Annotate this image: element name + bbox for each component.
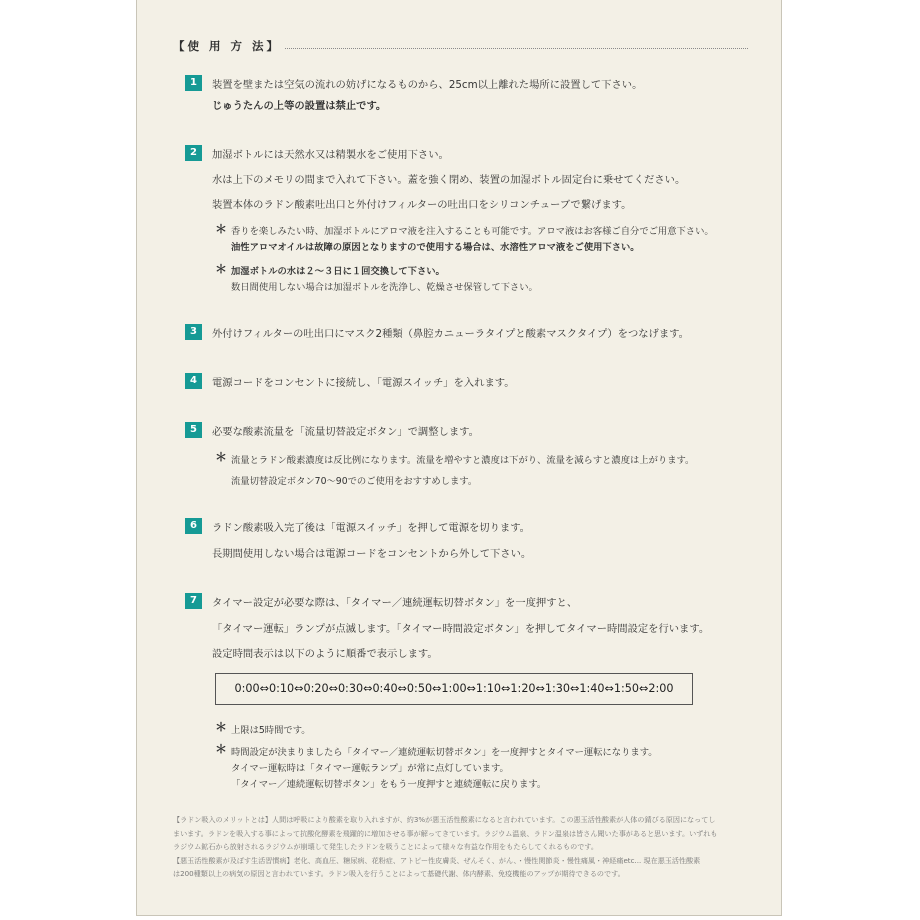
footer-line: ラジウム鉱石から放射されるラジウムが崩壊して発生したラドンを吸うことによって様々な有益な作用をもたらしてくれるものです。 [173, 842, 598, 851]
step-text: 加湿ボトルには天然水又は精製水をご使用下さい。 [212, 149, 449, 161]
section-header [173, 38, 748, 54]
section-title: 【使 用 方 法】 [173, 39, 282, 53]
step-number-badge: 7 [185, 593, 202, 609]
step-text: ラドン酸素吸入完了後は「電源スイッチ」を押して電源を切ります。 [212, 522, 530, 534]
step-text: 装置本体のラドン酸素吐出口と外付けフィルターの吐出口をシリコンチューブで繋げます。 [212, 199, 632, 211]
note-text: 流量とラドン酸素濃度は反比例になります。流量を増やすと濃度は下がり、流量を減らすと濃度は上がります。 [231, 455, 695, 466]
note-text: 香りを楽しみたい時、加湿ボトルにアロマ液を注入することも可能です。アロマ液はお客様ご自分でご用意下さい。 [231, 226, 714, 237]
note-text: 流量切替設定ボタン70～90でのご使用をおすすめします。 [231, 476, 478, 487]
note-text: 加湿ボトルの水は２～３日に１回交換して下さい。 [231, 266, 445, 277]
step-number-badge: 2 [185, 145, 202, 161]
footer-line: まいます。ラドンを吸入する事によって抗酸化酵素を飛躍的に増加させる事が解ってきています。ラジウム温泉、ラドン温泉は皆さん聞いた事があると思います。いずれも [173, 828, 718, 838]
step-number-badge: 4 [185, 373, 202, 389]
step-number-badge: 5 [185, 422, 202, 438]
footer-line: 【悪玉活性酸素が及ぼす生活習慣病】老化、高血圧、糖尿病、花粉症、アトピー性皮膚炎、ぜんそく、がん、・慢性関節炎・慢性痛風・神経痛etc... 現在悪玉活性酸素 [173, 855, 701, 865]
footer-notes [173, 813, 753, 881]
timer-sequence-box: 0:00⇔0:10⇔0:20⇔0:30⇔0:40⇔0:50⇔1:00⇔1:10⇔1:20⇔1:30⇔1:40⇔1:50⇔2:00 [215, 673, 693, 705]
asterisk-icon: ＊ [215, 450, 228, 464]
instruction-page [136, 0, 782, 916]
note-text-warning: 油性アロマオイルは故障の原因となりますので使用する場合は、水溶性アロマ液をご使用下さい。 [231, 242, 640, 253]
asterisk-icon: ＊ [215, 262, 228, 276]
footer-line: は200種類以上の病気の原因と言われています。ラドン吸入を行うことによって基礎代謝、体内酵素、免疫機能のアップが期待できるのです。 [173, 869, 625, 878]
step-text: 「タイマー運転」ランプが点滅します。「タイマー時間設定ボタン」を押してタイマー時間設定を行います。 [212, 623, 710, 635]
note-text: 数日間使用しない場合は加湿ボトルを洗浄し、乾燥させ保管して下さい。 [231, 282, 538, 293]
step-text: 長期間使用しない場合は電源コードをコンセントから外して下さい。 [212, 548, 532, 560]
step-number-badge: 6 [185, 518, 202, 534]
footer-line: 【ラドン吸入のメリットとは】人間は呼吸により酸素を取り入れますが、約3%が悪玉活性酸素になると言われています。この悪玉活性酸素が人体の錆びる原因になってし [173, 815, 716, 824]
note-text: 上限は5時間です。 [231, 725, 311, 736]
step-text: 電源コードをコンセントに接続し、「電源スイッチ」を入れます。 [212, 377, 515, 389]
note-text: 「タイマー／連続運転切替ボタン」をもう一度押すと連続運転に戻ります。 [231, 779, 547, 790]
asterisk-icon: ＊ [215, 742, 228, 756]
step-text-warning: じゅうたんの上等の設置は禁止です。 [212, 100, 387, 112]
step-text: 外付けフィルターの吐出口にマスク2種類（鼻腔カニューラタイプと酸素マスクタイプ）をつなげます。 [212, 328, 689, 340]
note-text: タイマー運転時は「タイマー運転ランプ」が常に点灯しています。 [231, 763, 509, 774]
step-text: 水は上下のメモリの間まで入れて下さい。蓋を強く閉め、装置の加湿ボトル固定台に乗せてください。 [212, 174, 686, 186]
step-text: タイマー設定が必要な際は、「タイマー／連続運転切替ボタン」を一度押すと、 [212, 597, 578, 609]
asterisk-icon: ＊ [215, 720, 228, 734]
asterisk-icon: ＊ [215, 222, 228, 236]
note-text: 時間設定が決まりましたら「タイマー／連続運転切替ボタン」を一度押すとタイマー運転になります。 [231, 747, 658, 758]
step-number-badge: 1 [185, 75, 202, 91]
step-number-badge: 3 [185, 324, 202, 340]
step-text: 設定時間表示は以下のように順番で表示します。 [212, 648, 438, 660]
step-text: 必要な酸素流量を「流量切替設定ボタン」で調整します。 [212, 426, 479, 438]
dotted-rule [285, 48, 748, 49]
step-text: 装置を壁または空気の流れの妨げになるものから、25cm以上離れた場所に設置して下さい。 [212, 79, 643, 91]
